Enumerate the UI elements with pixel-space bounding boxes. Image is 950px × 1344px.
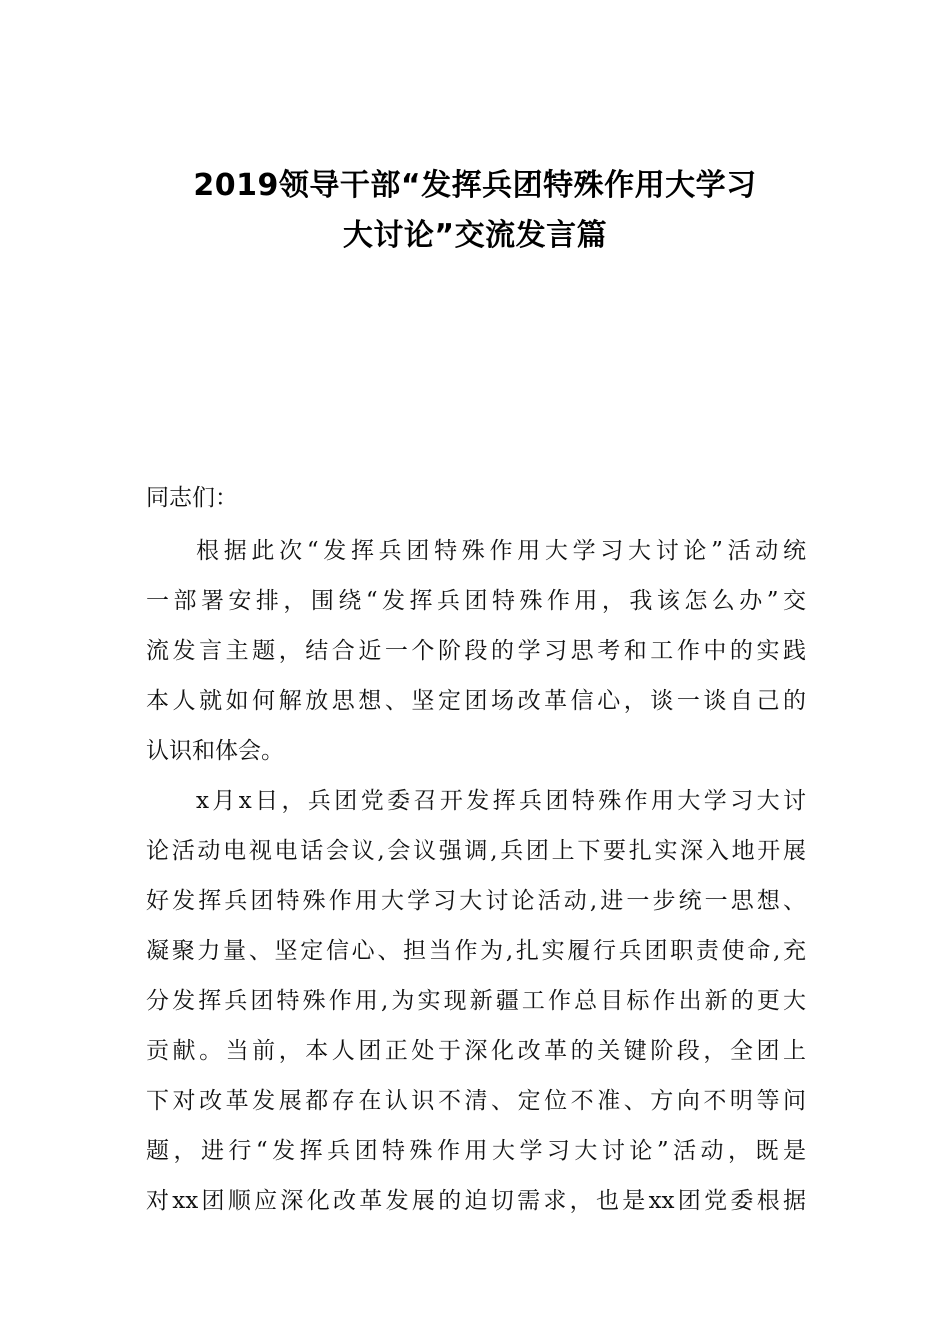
paragraph-line: 本人就如何解放思想、坚定团场改革信心，谈一谈自己的 — [146, 688, 806, 714]
document-title-line-1: 2019领导干部“发挥兵团特殊作用大学习 — [193, 168, 757, 203]
paragraph-line: 根据此次“发挥兵团特殊作用大学习大讨论”活动统 — [196, 538, 806, 564]
paragraph-line: 对xx团顺应深化改革发展的迫切需求，也是xx团党委根据 — [146, 1188, 806, 1214]
salutation: 同志们： — [146, 485, 238, 511]
paragraph-line: x月x日，兵团党委召开发挥兵团特殊作用大学习大讨 — [196, 788, 806, 814]
paragraph-line: 下对改革发展都存在认识不清、定位不准、方向不明等问 — [146, 1088, 806, 1114]
paragraph-line: 论活动电视电话会议,会议强调,兵团上下要扎实深入地开展 — [146, 838, 806, 864]
paragraph-line: 认识和体会。 — [146, 738, 284, 764]
document-title-line-2: 大讨论”交流发言篇 — [342, 218, 608, 253]
paragraph-line: 凝聚力量、坚定信心、担当作为,扎实履行兵团职责使命,充 — [146, 938, 806, 964]
paragraph-line: 分发挥兵团特殊作用,为实现新疆工作总目标作出新的更大 — [146, 988, 806, 1014]
paragraph-line: 流发言主题，结合近一个阶段的学习思考和工作中的实践 — [146, 638, 806, 664]
paragraph-line: 好发挥兵团特殊作用大学习大讨论活动,进一步统一思想、 — [146, 888, 806, 914]
paragraph-line: 贡献。当前，本人团正处于深化改革的关键阶段，全团上 — [146, 1038, 806, 1064]
paragraph-line: 题，进行“发挥兵团特殊作用大学习大讨论”活动，既是 — [146, 1138, 806, 1164]
paragraph-line: 一部署安排，围绕“发挥兵团特殊作用，我该怎么办”交 — [146, 588, 806, 614]
